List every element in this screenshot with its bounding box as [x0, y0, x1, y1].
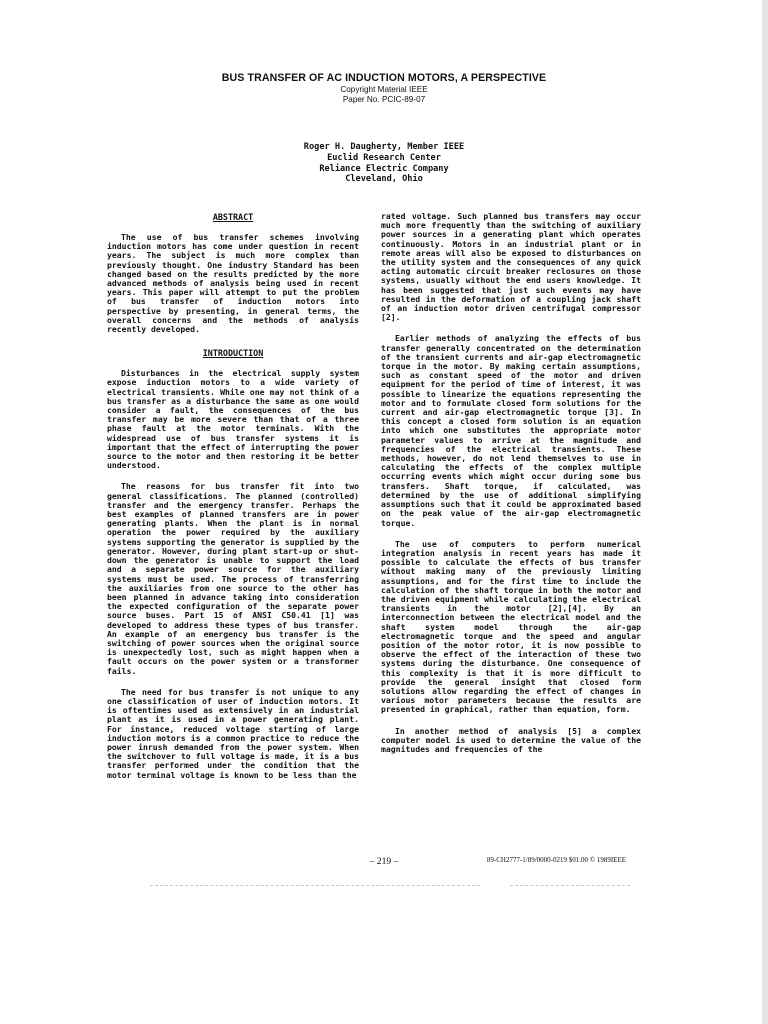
author-city: Cleveland, Ohio [345, 174, 423, 185]
intro-paragraph-2: The reasons for bus transfer fit into two general classifications. The planned (controlled) transfer and the emergency transfer. Perhaps the best examples of planned transfers are in power generating plants. When the plant is in normal operation the power required by the auxiliary systems supporting the generator is supplied by the generator. However, during plant start-up or shut-down the generator is unable to support the load and a separate power source for the auxiliary systems must be used. The process of transferring the auxiliaries from one source to the other has been planned in advance taking into consideration the expected configuration of the separate power source buses. Part 15 of ANSI C50.41 [1] was developed to address these types of bus transfer. An example of an emergency bus transfer is the switching of power sources when the original source is unexpectedly lost, such as might happen when a fault occurs on the power system or a transformer fails. [107, 481, 359, 676]
footer-code: 89-CH2777-1/89/0000-0219 $01.00 © 1989IEEE [486, 856, 626, 864]
scan-artifact-line [150, 885, 480, 886]
author-block [0, 142, 768, 185]
abstract-heading: ABSTRACT [212, 212, 254, 222]
right-paragraph-4: In another method of analysis [5] a complex computer model is used to determine the value of the magnitudes and frequencies of the [381, 725, 641, 754]
right-paragraph-2: Earlier methods of analyzing the effects of bus transfer generally concentrated on the determination of the transient currents and air-gap electromagnetic torque in the motor. By making certain assumptions, such as constant speed of the motor and driven equipment for the period of time of interest, it was possible to linearize the equations representing the motor and to formulate closed form solutions for the current and air-gap electromagnetic torque [3]. In this concept a closed form solution is an equation into which one substitutes the appropriate motor parameter values to arrive at the magnitude and frequencies of the electrical transients. These methods, however, do not lend themselves to use in calculating the effects of the complex multiple occurring events which might occur during some bus transfers. Shaft torque, if calculated, was determined by the use of additional simplifying assumptions such that it could be approximated based on the peak value of the air-gap electromagnetic torque. [381, 333, 641, 528]
abstract-text: The use of bus transfer schemes involving induction motors has come under question in recent years. The subject is much more complex than previously thought. One industry Standard has been changed based on the results predicted by the more advanced methods of analysis being used in recent years. This paper will attempt to put the problem of bus transfer of induction motors into perspective by presenting, in general terms, the overall concerns and the methods of analysis recently developed. [107, 232, 359, 335]
author-organization: Euclid Research Center [327, 152, 441, 163]
right-paragraph-1: rated voltage. Such planned bus transfers may occur much more frequently than the switching of auxiliary power sources in a generating plant which operates continuously. Motors in an industrial plant or in remote areas will also be exposed to disturbances on the utility system and the consequences of any quick acting automatic circuit breaker reclosures on those systems, usually without the end users knowledge. It has been suggested that just such events may have resulted in the deformation of a coupling jack shaft of an induction motor driven centrifugal compressor [2]. [381, 211, 641, 323]
introduction-heading: INTRODUCTION [202, 348, 264, 359]
author-company: Reliance Electric Company [319, 163, 449, 174]
paper-title: BUS TRANSFER OF AC INDUCTION MOTORS, A PERSPECTIVE [221, 72, 547, 84]
author-name: Roger H. Daugherty, Member IEEE [303, 142, 465, 152]
left-column [107, 212, 359, 780]
intro-paragraph-1: Disturbances in the electrical supply system expose induction motors to a wide variety of electrical transients. While one may not think of a bus transfer as a disturbance the same as one would consider a fault, the consequences of the bus transfer may be more severe than that of a three phase fault at the motor terminals. With the widespread use of bus transfer systems it is important that the effect of interrupting the power source to the motor and then restoring it be better understood. [107, 368, 359, 471]
right-paragraph-3: The use of computers to perform numerical integration analysis in recent years has made it possible to calculate the effects of bus transfer without making many of the previously limiting assumptions, and for the first time to include the calculation of the shaft torque in both the motor and the driven equipment while calculating the electrical transients in the motor [2],[4]. By an interconnection between the electrical model and the shaft system model through the air-gap electromagnetic torque and the speed and angular position of the motor rotor, it is now possible to observe the effect of the interaction of these two systems during the disturbance. One consequence of this complexity is that it is more difficult to provide the general insight that closed form solutions allow regarding the effect of changes in various motor parameters because the results are presented in graphical, rather than equation, form. [381, 538, 641, 715]
paper-number: Paper No. PCIC-89-07 [342, 95, 426, 104]
scan-artifact-line [510, 885, 630, 886]
copyright-line: Copyright Material IEEE [340, 85, 428, 94]
right-column [381, 212, 641, 754]
intro-paragraph-3: The need for bus transfer is not unique to any one classification of user of induction motors. It is oftentimes used as extensively in an industrial plant as it is used in a power generating plant. For instance, reduced voltage starting of large induction motors is a common practice to reduce the power inrush demanded from the power system. When the switchover to full voltage is made, it is a bus transfer performed under the condition that the motor terminal voltage is known to be less than the [107, 686, 359, 780]
title-block [0, 72, 768, 105]
page-number: – 219 – [369, 856, 399, 867]
